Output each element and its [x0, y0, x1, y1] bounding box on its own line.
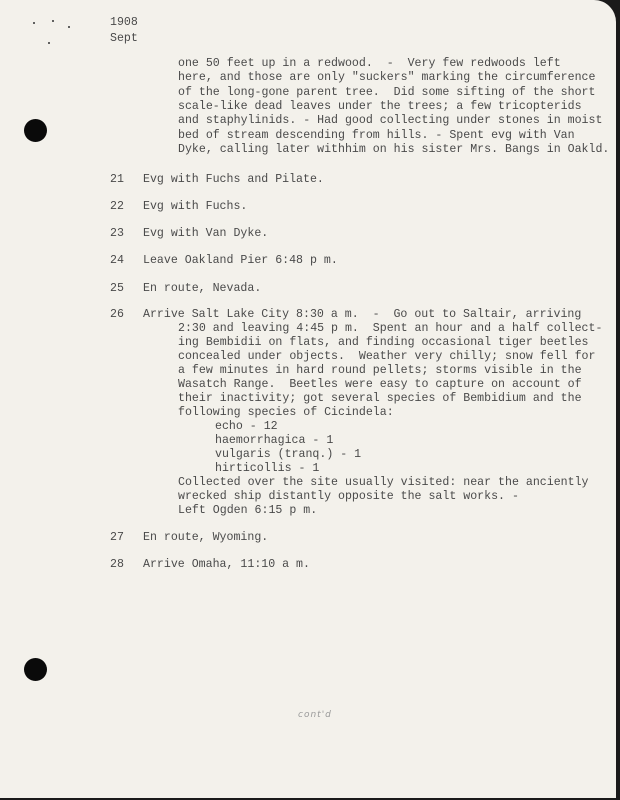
entry-line: 2:30 and leaving 4:45 p m. Spent an hour and a half collect- — [178, 322, 603, 335]
entry-text: Arrive Omaha, 11:10 a m. — [143, 558, 310, 571]
entry-line: ing Bembidii on flats, and finding occasional tiger beetles — [178, 336, 589, 349]
entry-text: Arrive Salt Lake City 8:30 a m. - Go out to Saltair, arriving — [143, 308, 582, 321]
punch-hole — [24, 119, 47, 142]
paragraph-line: Dyke, calling later withhim on his sister Mrs. Bangs in Oakld. — [178, 142, 610, 156]
entry-day: 23 — [110, 227, 124, 240]
entry-line: Left Ogden 6:15 p m. — [178, 504, 318, 517]
entry-day: 21 — [110, 173, 124, 186]
speck — [68, 26, 70, 28]
punch-hole — [24, 658, 47, 681]
entry-day: 28 — [110, 558, 124, 571]
continued-note: cont'd — [298, 710, 332, 720]
entry-line: concealed under objects. Weather very chilly; snow fell for — [178, 350, 596, 363]
paragraph-line: here, and those are only "suckers" marking the circumference — [178, 71, 596, 85]
species-item: vulgaris (tranq.) - 1 — [215, 448, 362, 461]
species-item: echo - 12 — [215, 420, 278, 433]
month: Sept — [110, 32, 138, 45]
entry-day: 25 — [110, 282, 124, 295]
entry-day: 24 — [110, 254, 124, 267]
species-item: haemorrhagica - 1 — [215, 434, 334, 447]
entry-text: Evg with Fuchs and Pilate. — [143, 173, 324, 186]
paragraph-line: of the long-gone parent tree. Did some sifting of the short — [178, 85, 596, 99]
entry-day: 27 — [110, 531, 124, 544]
entry-text: Leave Oakland Pier 6:48 p m. — [143, 254, 338, 267]
paragraph-line: bed of stream descending from hills. - Spent evg with Van — [178, 128, 575, 142]
entry-text: En route, Nevada. — [143, 282, 262, 295]
entry-line: Collected over the site usually visited: near the anciently — [178, 476, 589, 489]
entry-text: En route, Wyoming. — [143, 531, 269, 544]
entry-day: 22 — [110, 200, 124, 213]
paragraph-line: scale-like dead leaves under the trees; a few tricopterids — [178, 99, 582, 113]
speck — [33, 22, 35, 24]
entry-text: Evg with Van Dyke. — [143, 227, 269, 240]
entry-line: wrecked ship distantly opposite the salt works. - — [178, 490, 519, 503]
speck — [48, 42, 50, 44]
entry-line: their inactivity; got several species of Bembidium and the — [178, 392, 582, 405]
entry-line: following species of Cicindela: — [178, 406, 394, 419]
entry-day: 26 — [110, 308, 124, 321]
paragraph-line: one 50 feet up in a redwood. - Very few redwoods left — [178, 57, 561, 70]
entry-line: Wasatch Range. Beetles were easy to capture on account of — [178, 378, 582, 391]
speck — [52, 20, 54, 22]
species-item: hirticollis - 1 — [215, 462, 320, 475]
entry-line: a few minutes in hard round pellets; storms visible in the — [178, 364, 582, 377]
entry-text: Evg with Fuchs. — [143, 200, 248, 213]
year: 1908 — [110, 16, 138, 29]
paragraph-line: and staphylinids. - Had good collecting under stones in moist — [178, 114, 603, 128]
